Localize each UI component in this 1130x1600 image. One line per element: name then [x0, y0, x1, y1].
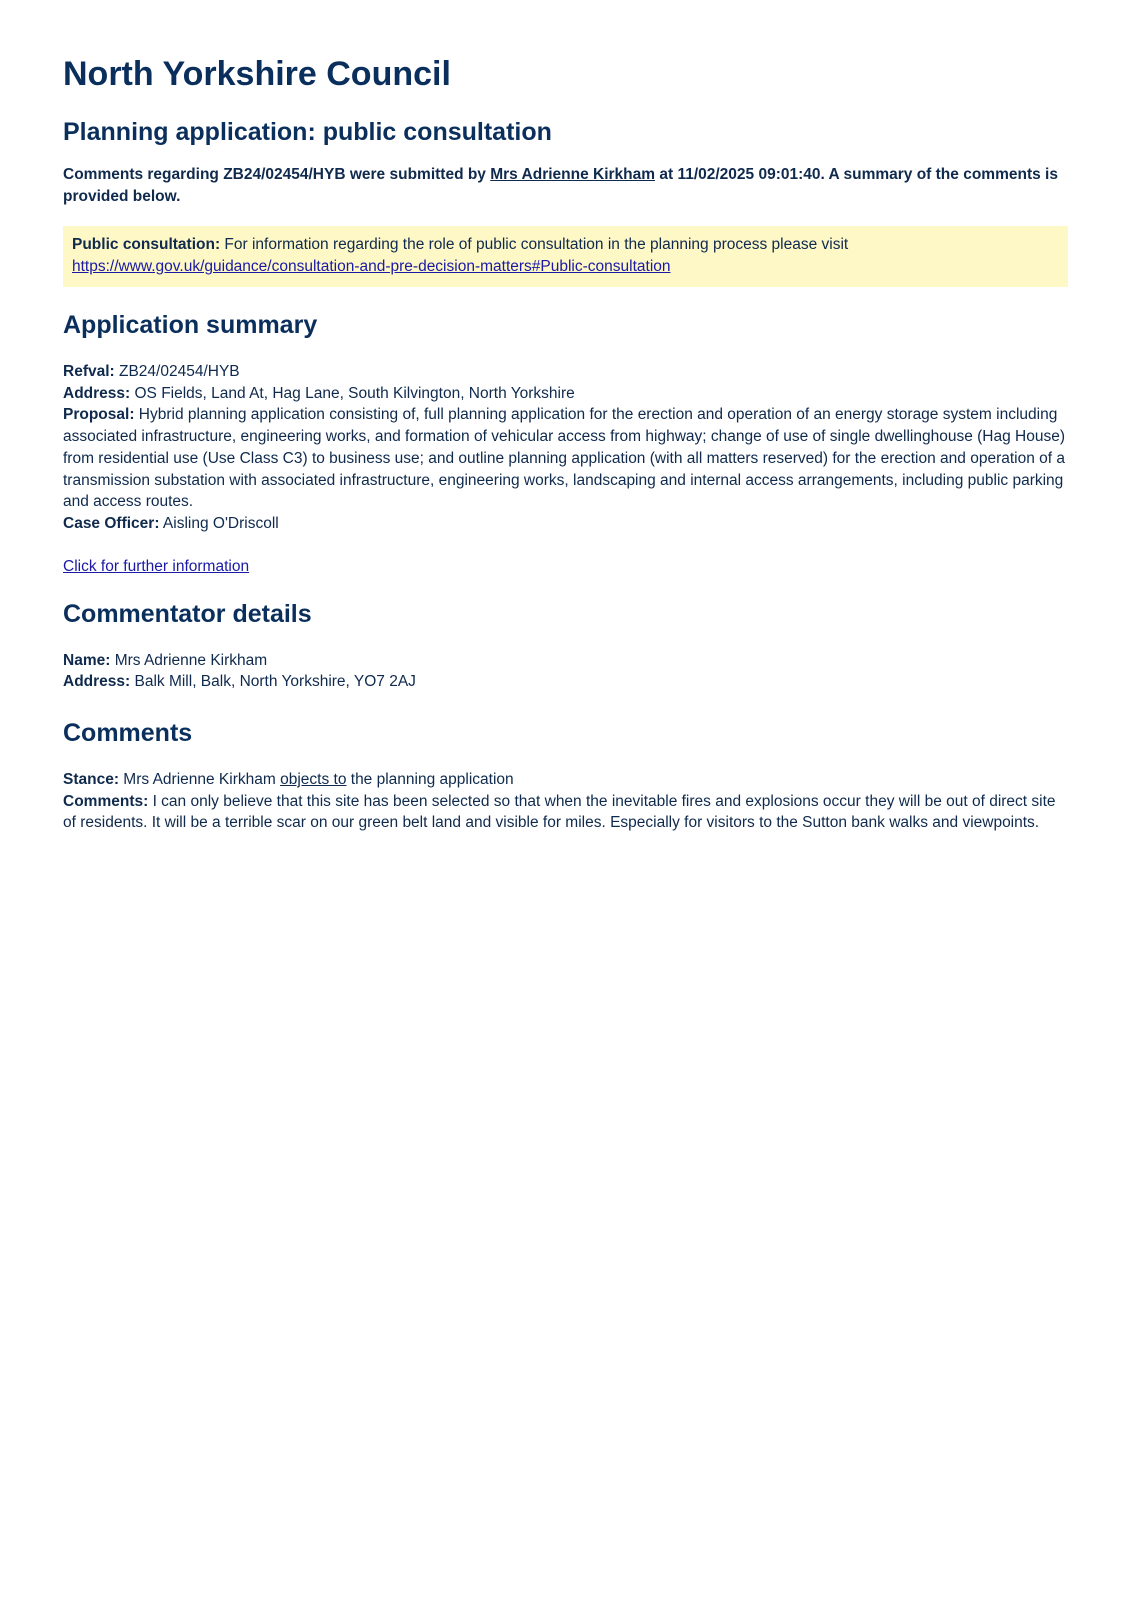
further-information-link[interactable]: Click for further information: [63, 557, 250, 575]
commentator-name-value: Mrs Adrienne Kirkham: [110, 651, 268, 669]
commentator-name-label: Name:: [63, 651, 111, 669]
council-title: North Yorkshire Council: [63, 55, 451, 93]
commentator-name-field: [63, 650, 1068, 672]
application-summary: [63, 361, 1068, 535]
comments-section: [63, 769, 1068, 834]
proposal-value: Hybrid planning application consisting of, full planning application for the erection and operation of an energy storage system including associated infrastructure, engineering works, and formation of vehicular access from highway; change of use of single dwellinghouse (Hag House) from residential use (Use Class C3) to business use; and outline planning application (with all matters reserved) for the erection and operation of a transmission substation with associated infrastructure, engineering works, landscaping and internal access arrangements, including public parking and access routes.: [63, 406, 1066, 511]
stance-suffix: the planning application: [346, 771, 514, 789]
proposal-label: Proposal:: [63, 406, 135, 424]
notice-label: Public consultation:: [72, 236, 221, 253]
intro-suffix: at 11/02/2025 09:01:40. A summary of the comments is provided below.: [63, 166, 1058, 205]
site-address-field: [63, 383, 1068, 405]
refval-label: Refval:: [63, 363, 115, 380]
application-summary-heading: Application summary: [63, 311, 318, 339]
commentator-address-label: Address:: [63, 673, 131, 691]
intro-prefix: Comments regarding ZB24/02454/HYB were submitted by: [63, 166, 491, 183]
stance-value: objects to: [280, 771, 347, 789]
stance-field: [63, 769, 1068, 791]
site-address-label: Address:: [63, 384, 131, 402]
case-officer-value: Aisling O'Driscoll: [159, 514, 279, 532]
page-subtitle: Planning application: public consultation: [63, 118, 552, 146]
proposal-field: [63, 404, 1068, 513]
commentator-address-field: [63, 671, 1068, 693]
stance-prefix: Mrs Adrienne Kirkham: [119, 771, 281, 789]
submission-intro: [63, 164, 1068, 208]
refval-field: [63, 361, 1068, 383]
comments-label: Comments:: [63, 792, 149, 810]
commentator-details-heading: Commentator details: [63, 599, 312, 628]
comments-field: [63, 791, 1068, 834]
document-page: [63, 52, 1068, 834]
comments-text: I can only believe that this site has been selected so that when the inevitable fires and explosions occur they will be out of direct site of residents. It will be a terrible scar on our green belt land and visible for miles. Especially for visitors to the Sutton bank walks and viewpoints.: [63, 792, 1056, 832]
consultation-guidance-link[interactable]: https://www.gov.uk/guidance/consultation-and-pre-decision-matters#Public-consultation: [72, 258, 671, 275]
case-officer-field: [63, 513, 1068, 535]
case-officer-label: Case Officer:: [63, 514, 160, 532]
commentator-address-value: Balk Mill, Balk, North Yorkshire, YO7 2AJ: [130, 673, 416, 691]
refval-value: ZB24/02454/HYB: [114, 363, 240, 380]
commenter-name-link[interactable]: Mrs Adrienne Kirkham: [490, 166, 656, 183]
stance-label: Stance:: [63, 771, 119, 789]
comments-heading: Comments: [63, 719, 193, 748]
notice-text: For information regarding the role of public consultation in the planning process please visit: [220, 236, 849, 253]
public-consultation-notice: [63, 226, 1068, 287]
commentator-details: [63, 650, 1068, 693]
site-address-value: OS Fields, Land At, Hag Lane, South Kilvington, North Yorkshire: [130, 384, 575, 402]
